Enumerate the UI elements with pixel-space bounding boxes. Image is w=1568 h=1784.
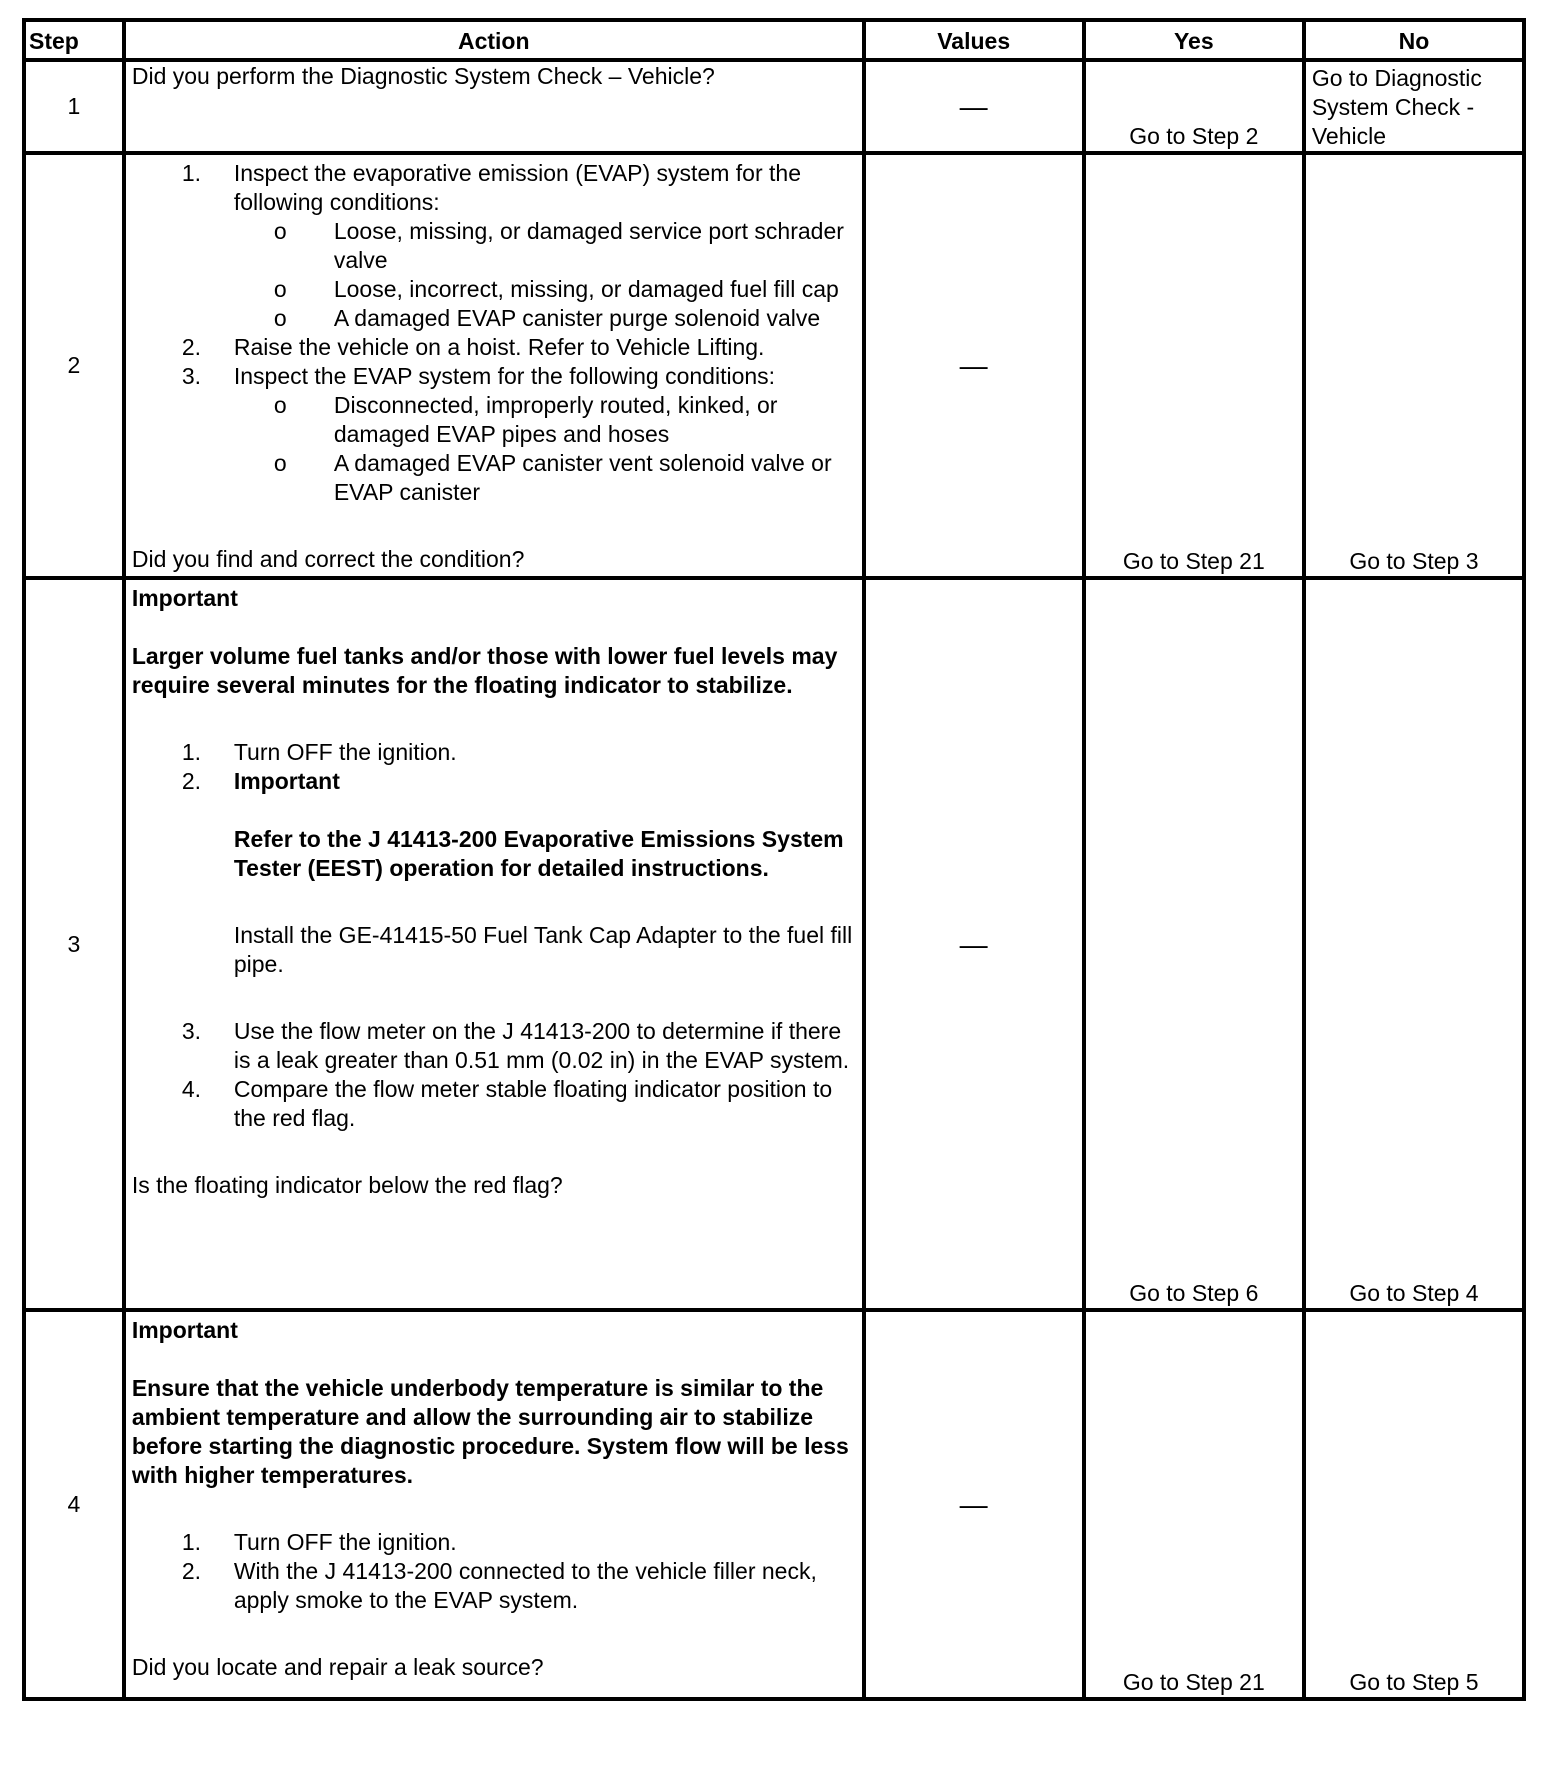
list-item — [234, 449, 856, 507]
item-text: Inspect the EVAP system for the following conditions: — [233, 363, 776, 389]
list-item — [234, 217, 856, 275]
procedure-list — [132, 159, 856, 507]
no-link[interactable]: Go to Step 3 — [1304, 153, 1524, 578]
item-number: 2. — [181, 1558, 202, 1584]
step-number: 3 — [24, 578, 124, 1310]
procedure-list — [132, 1528, 856, 1615]
important-label: Important — [131, 585, 238, 611]
values-cell: — — [864, 578, 1084, 1310]
list-item — [132, 333, 856, 362]
item-number: 1. — [181, 739, 202, 765]
item-text: Turn OFF the ignition. — [233, 739, 457, 765]
header-no: No — [1304, 20, 1524, 60]
item-number: 4. — [181, 1076, 202, 1102]
step-number: 2 — [24, 153, 124, 578]
item-text: Raise the vehicle on a hoist. Refer to Vehicle Lifting. — [233, 334, 765, 360]
list-item — [132, 1557, 856, 1615]
table-row-step-4 — [24, 1310, 1524, 1699]
list-item — [132, 362, 856, 507]
bullet-icon: o — [273, 450, 287, 476]
list-item — [234, 275, 856, 304]
table-row-step-1 — [24, 60, 1524, 153]
item-text: Loose, missing, or damaged service port schrader valve — [333, 218, 844, 273]
question-text: Did you perform the Diagnostic System Check – Vehicle? — [131, 63, 715, 89]
question-text: Is the floating indicator below the red flag? — [131, 1172, 563, 1198]
no-link[interactable]: Go to Step 4 — [1304, 578, 1524, 1310]
item-text: Compare the flow meter stable floating indicator position to the red flag. — [233, 1076, 833, 1131]
yes-link[interactable]: Go to Step 6 — [1084, 578, 1304, 1310]
table-row-step-3 — [24, 578, 1524, 1310]
item-text: Turn OFF the ignition. — [233, 1529, 457, 1555]
list-item — [132, 738, 856, 767]
bullet-icon: o — [273, 305, 287, 331]
values-cell: — — [864, 60, 1084, 153]
yes-link[interactable]: Go to Step 21 — [1084, 1310, 1304, 1699]
item-text: Use the flow meter on the J 41413-200 to determine if there is a leak greater than 0.51 mm (0.02 in) in the EVAP system. — [233, 1018, 850, 1073]
item-text: Loose, incorrect, missing, or damaged fuel fill cap — [333, 276, 839, 302]
action-cell — [124, 578, 864, 1310]
condition-list — [234, 391, 856, 507]
header-yes: Yes — [1084, 20, 1304, 60]
condition-list — [234, 217, 856, 333]
question-text: Did you locate and repair a leak source? — [131, 1654, 544, 1680]
action-cell — [124, 1310, 864, 1699]
item-text: With the J 41413-200 connected to the vehicle filler neck, apply smoke to the EVAP system. — [233, 1558, 817, 1613]
yes-link[interactable]: Go to Step 21 — [1084, 153, 1304, 578]
item-number: 2. — [181, 768, 202, 794]
bullet-icon: o — [273, 276, 287, 302]
item-number: 3. — [181, 1018, 202, 1044]
list-item — [132, 1528, 856, 1557]
item-number: 2. — [181, 334, 202, 360]
values-cell: — — [864, 1310, 1084, 1699]
no-link[interactable]: Go to Step 5 — [1304, 1310, 1524, 1699]
diagnostic-table — [22, 18, 1526, 1701]
item-text: A damaged EVAP canister vent solenoid valve or EVAP canister — [333, 450, 832, 505]
procedure-list — [132, 738, 856, 1133]
header-step: Step — [24, 20, 124, 60]
yes-link[interactable]: Go to Step 2 — [1084, 60, 1304, 153]
list-item — [132, 159, 856, 333]
item-number: 1. — [181, 160, 202, 186]
important-note: Ensure that the vehicle underbody temperature is similar to the ambient temperature and allow the surrounding air to stabilize before starting the diagnostic procedure. System flow will be less with higher temperatures. — [131, 1375, 849, 1488]
item-text: Inspect the evaporative emission (EVAP) system for the following conditions: — [233, 160, 801, 215]
step-number: 4 — [24, 1310, 124, 1699]
important-note: Larger volume fuel tanks and/or those with lower fuel levels may require several minutes for the floating indicator to stabilize. — [131, 643, 838, 698]
no-link[interactable]: Go to Diagnostic System Check - Vehicle — [1304, 60, 1524, 153]
action-cell — [124, 153, 864, 578]
list-item — [234, 391, 856, 449]
item-number: 3. — [181, 363, 202, 389]
list-item — [234, 304, 856, 333]
header-values: Values — [864, 20, 1084, 60]
header-row — [24, 20, 1524, 60]
list-item — [132, 1017, 856, 1075]
important-note: Refer to the J 41413-200 Evaporative Emissions System Tester (EEST) operation for detailed instructions. — [233, 826, 844, 881]
list-item — [132, 767, 856, 1017]
important-label: Important — [131, 1317, 238, 1343]
bullet-icon: o — [273, 218, 287, 244]
item-number: 1. — [181, 1529, 202, 1555]
item-text: Disconnected, improperly routed, kinked, or damaged EVAP pipes and hoses — [333, 392, 778, 447]
values-cell: — — [864, 153, 1084, 578]
bullet-icon: o — [273, 392, 287, 418]
list-item — [132, 1075, 856, 1133]
item-text: A damaged EVAP canister purge solenoid valve — [333, 305, 821, 331]
question-text: Did you find and correct the condition? — [131, 546, 525, 572]
step-number: 1 — [24, 60, 124, 153]
item-text: Install the GE-41415-50 Fuel Tank Cap Adapter to the fuel fill pipe. — [233, 922, 853, 977]
header-action: Action — [124, 20, 864, 60]
action-cell — [124, 60, 864, 153]
important-label: Important — [233, 768, 340, 794]
table-row-step-2 — [24, 153, 1524, 578]
